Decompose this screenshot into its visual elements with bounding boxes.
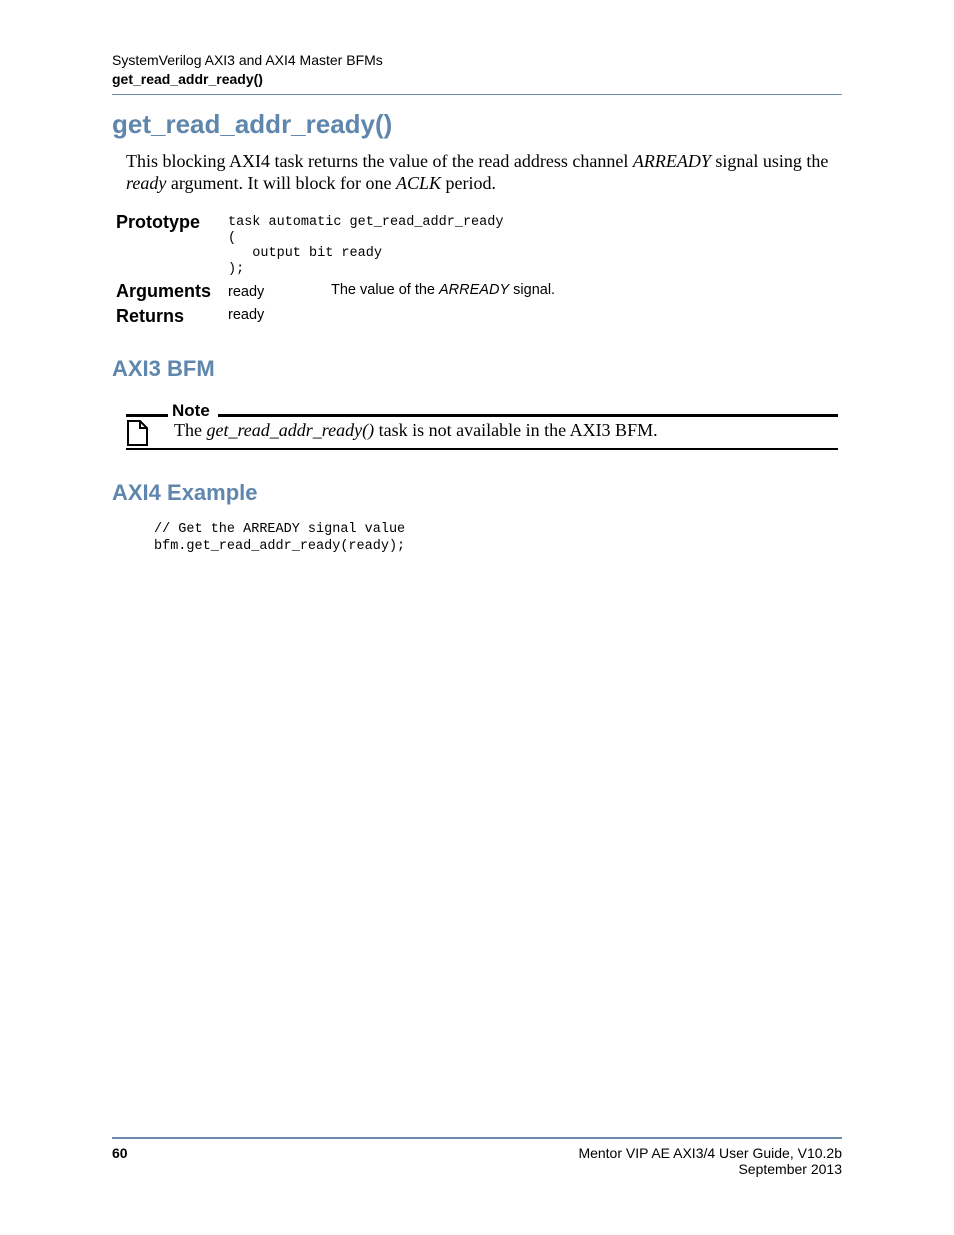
note-page-icon (127, 420, 149, 446)
footer-guide-title: Mentor VIP AE AXI3/4 User Guide, V10.2b (578, 1145, 842, 1161)
footer-date: September 2013 (738, 1161, 842, 1177)
code-line: bfm.get_read_addr_ready(ready); (154, 539, 406, 554)
note-rule-right (218, 414, 838, 417)
arguments-label: Arguments (116, 281, 212, 301)
axi3-heading: AXI3 BFM (112, 356, 215, 381)
code-line: ); (228, 261, 245, 277)
arready-term: ARREADY (632, 151, 711, 171)
page-number: 60 (112, 1145, 128, 1161)
page-title: get_read_addr_ready() (112, 109, 393, 139)
aclk-term: ACLK (395, 173, 441, 193)
returns-value: ready (228, 307, 265, 323)
ready-term: ready (126, 173, 167, 193)
code-line: // Get the ARREADY signal value (154, 522, 406, 537)
prototype-label: Prototype (116, 212, 201, 232)
code-line: task automatic get_read_addr_ready (228, 215, 504, 230)
returns-label: Returns (116, 306, 185, 326)
header-rule (112, 94, 842, 95)
running-header-chapter: SystemVerilog AXI3 and AXI4 Master BFMs (112, 52, 383, 68)
axi4-heading: AXI4 Example (112, 480, 258, 505)
note-rule-bottom (126, 448, 838, 450)
intro-paragraph: This blocking AXI4 task returns the value of the read address channel ARREADY signal using the ready argument. It will block for one ACLK period. (126, 151, 829, 193)
note-text: The get_read_addr_ready() task is not available in the AXI3 BFM. (174, 420, 658, 440)
code-line: output bit ready (228, 246, 382, 261)
running-header-section: get_read_addr_ready() (112, 71, 263, 87)
note-rule-left (126, 414, 168, 417)
code-line: ( (228, 230, 237, 246)
prototype-code (228, 215, 503, 277)
note-title: Note (172, 401, 210, 420)
footer-rule (112, 1137, 842, 1139)
example-code (154, 521, 405, 555)
argument-description: The value of the ARREADY signal. (331, 282, 556, 298)
argument-name: ready (228, 284, 265, 300)
